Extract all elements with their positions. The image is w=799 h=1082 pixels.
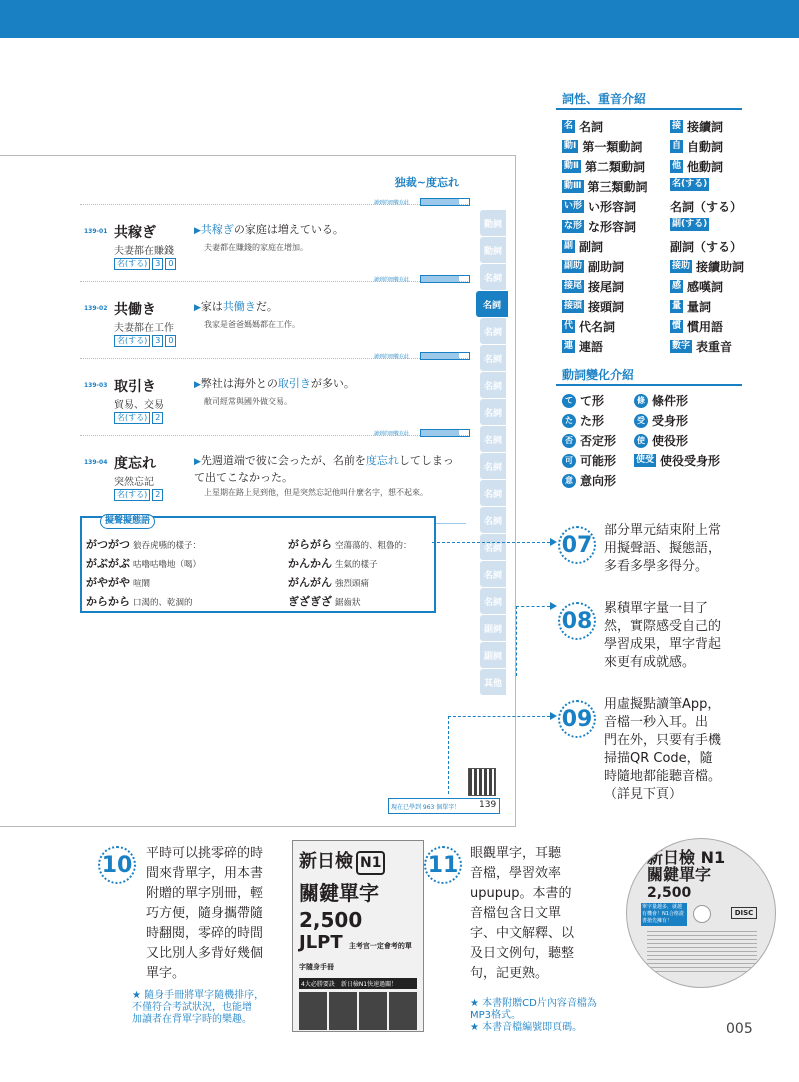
onomatopoeia-item (288, 574, 369, 590)
vocab-entry (0, 354, 470, 434)
callout-number: 11 (424, 846, 462, 884)
pos-legend-item (670, 158, 723, 175)
pos-label: な形容詞 (588, 220, 637, 234)
conj-tag-badge: 意 (562, 474, 576, 488)
callout-line: 平時可以挑零碎的時 (146, 846, 264, 861)
pos-label: 第二類動詞 (584, 160, 645, 174)
entry-number: 139-01 (84, 228, 108, 235)
pos-tag-badge: 量 (672, 301, 682, 311)
example-translation: 夫妻都在賺錢的家庭在增加。 (204, 243, 308, 252)
conj-legend-title: 動詞變化介紹 (562, 368, 635, 382)
example-sentence (194, 299, 464, 316)
pos-legend-item (562, 138, 642, 155)
onomatopoeia-word: がらがら (288, 538, 332, 551)
callout-line: 巧方便，隨身攜帶隨 (146, 906, 264, 921)
callout-line: 音檔，學習效率 (470, 866, 562, 881)
pos-tag-badge: 數字 (672, 341, 691, 351)
vocab-meaning: 突然忘記 (114, 477, 154, 488)
onomatopoeia-word: がんがん (288, 576, 332, 589)
book-tagline: 主考官一定會考的單字隨身手冊 (299, 942, 412, 971)
conj-label: 使役受身形 (660, 454, 721, 468)
onomatopoeia-item (86, 555, 201, 571)
example-sentence (194, 222, 464, 239)
vocab-entry (0, 431, 470, 511)
note-line: ★ 隨身手冊將單字隨機排序， (132, 990, 265, 1001)
conj-tag-badge: て (562, 394, 576, 408)
conj-legend-item (562, 452, 616, 469)
gutter-tab[interactable]: 名詞 (480, 345, 506, 371)
callout-number: 07 (558, 526, 596, 564)
callout-line: （詳見下頁） (604, 787, 683, 802)
pos-legend-item (670, 298, 711, 315)
pos-tag-badge: 連 (564, 341, 574, 351)
callout-line: 眼觀單字，耳聽 (470, 846, 562, 861)
pos-label: 接頭詞 (588, 300, 625, 314)
callout-line: 字、中文解釋、以 (470, 926, 575, 941)
pos-label: 連語 (579, 340, 604, 354)
conj-label: 條件形 (652, 394, 689, 408)
callout-text (470, 844, 574, 984)
pos-label: 量詞 (687, 300, 712, 314)
book-banner: 4大必勝要訣 新日檢N1快速過關！ (299, 978, 417, 989)
pos-legend-title: 詞性、重音介紹 (562, 92, 647, 106)
gutter-tab[interactable]: 名詞 (480, 507, 506, 533)
onomatopoeia-rule (436, 523, 466, 524)
gutter-tab[interactable]: 名詞 (480, 426, 506, 452)
progress-bar (420, 429, 470, 437)
note-line: ★ 本書音檔編號即頁碼。 (470, 1022, 583, 1033)
arrow-icon: ▶ (194, 380, 201, 390)
pos-tag-badge: 副(する) (672, 219, 708, 229)
pos-tags (114, 489, 163, 501)
pos-legend-item (562, 198, 636, 215)
onomatopoeia-meaning: 生氣的樣子 (335, 560, 378, 570)
onomatopoeia-meaning: 鋸齒狀 (335, 598, 361, 608)
pos-legend-item (562, 278, 624, 295)
cd-disc-logo: DISC (731, 907, 757, 919)
callout-line: 單字。 (146, 966, 186, 981)
pos-legend-item (562, 318, 615, 335)
vocab-meaning: 夫妻都在賺錢 (114, 246, 174, 257)
pos-legend-item (670, 258, 744, 275)
book-count: 2,500 (299, 908, 363, 932)
callout-line: 用虛擬點讀筆App， (604, 697, 721, 712)
pos-label: 接續詞 (687, 120, 724, 134)
callout-line: 音檔包含日文單 (470, 906, 562, 921)
pos-label: 第三類動詞 (587, 180, 648, 194)
pos-tag-badge: 感 (672, 281, 682, 291)
pos-legend-item (562, 298, 624, 315)
progress-indicator (374, 352, 470, 361)
onomatopoeia-meaning: 狼吞虎嚥的樣子： (133, 541, 202, 551)
example-text-pre: 弊社は海外との (200, 377, 278, 390)
progress-label: 讀到的冊數在此 (374, 277, 410, 283)
pocket-book-cover (292, 840, 424, 1032)
example-translation: 敝司經常與國外做交易。 (204, 397, 292, 406)
gutter-tab[interactable]: 名詞 (480, 318, 506, 344)
onomatopoeia-item (86, 593, 193, 609)
pos-legend-item (670, 198, 742, 215)
conj-legend-item (634, 432, 688, 449)
pos-legend-item (670, 178, 713, 191)
callout-line: 學習成果，單字背起 (604, 637, 722, 652)
gutter-tab[interactable]: 名詞 (480, 399, 506, 425)
progress-label: 讀到的冊數在此 (374, 431, 410, 437)
example-text-pre: 先週道端で彼に会ったが、名前を (200, 454, 366, 467)
gutter-tab[interactable]: 名詞 (480, 453, 506, 479)
pointer-08-head (550, 602, 557, 610)
onomatopoeia-meaning: 強烈頭痛 (335, 579, 370, 589)
gutter-tab[interactable]: 名詞 (480, 264, 506, 290)
pos-tag: 2 (152, 412, 163, 424)
cd-disc (626, 838, 776, 988)
callout-line: 句，記更熟。 (470, 966, 549, 981)
pos-legend-item (670, 118, 723, 135)
pos-tag-badge: 慣 (672, 321, 682, 331)
pos-label: 名詞 (579, 120, 604, 134)
callout-line: 附贈的單字別冊，輕 (146, 886, 264, 901)
conj-tag-badge: た (562, 414, 576, 428)
pos-tag: 3 (152, 335, 163, 347)
cd-hole (693, 905, 711, 923)
onomatopoeia-meaning: 口渴的、乾涸的 (133, 598, 193, 608)
pos-tag: 名(する) (114, 258, 150, 270)
pos-tag: 名(する) (114, 335, 150, 347)
example-sentence (194, 453, 464, 485)
entry-number: 139-03 (84, 382, 108, 389)
entry-number: 139-02 (84, 305, 108, 312)
callout-line: 間來背單字，用本書 (146, 866, 264, 881)
onomatopoeia-word: がやがや (86, 576, 130, 589)
progress-label: 讀到的冊數在此 (374, 200, 410, 206)
entry-number: 139-04 (84, 459, 108, 466)
progress-fill (421, 276, 459, 282)
example-text-post: の家庭は増えている。 (233, 223, 344, 236)
onomatopoeia-word: がつがつ (86, 538, 130, 551)
progress-bar (420, 352, 470, 360)
pos-label: 表重音 (696, 340, 733, 354)
onomatopoeia-meaning: 咕嚕咕嚕地（喝） (133, 560, 202, 570)
pos-legend-item (670, 318, 723, 335)
callout-text (604, 696, 721, 804)
callout-number: 08 (558, 602, 596, 640)
pos-legend-item (562, 158, 645, 175)
pos-label: 接尾詞 (588, 280, 625, 294)
onomatopoeia-meaning: 喧鬧 (133, 579, 151, 589)
pos-label: 慣用語 (687, 320, 724, 334)
pos-tag: 名(する) (114, 489, 150, 501)
gutter-tab[interactable]: 其他 (480, 669, 506, 695)
callout-line: 時隨地都能聽音檔。 (604, 769, 722, 784)
onomatopoeia-item (86, 574, 150, 590)
cd-band: 單字量越多，就越有機會！N1合格證書搶先擁有！ (641, 903, 687, 926)
pos-tag-badge: 動Ⅰ (564, 141, 577, 151)
progress-label: 讀到的冊數在此 (374, 354, 410, 360)
pos-tag-badge: い形 (564, 201, 583, 211)
conj-label: 受身形 (652, 414, 689, 428)
vocab-word: 度忘れ (114, 456, 156, 472)
progress-indicator (374, 429, 470, 438)
note-line: ★ 本書附贈CD片內容音檔為 (470, 998, 597, 1009)
conj-label: て形 (580, 394, 605, 408)
progress-indicator (374, 198, 470, 207)
qr-code-icon[interactable] (468, 768, 496, 796)
conj-tag-badge: 受 (634, 414, 648, 428)
gutter-tab[interactable]: 副詞 (480, 615, 506, 641)
example-highlight: 共稼ぎ (200, 223, 234, 236)
callout-line: 多看多學多得分。 (604, 559, 709, 574)
conj-tag-badge: 條 (634, 394, 648, 408)
conj-label: 意向形 (580, 474, 617, 488)
conj-label: 可能形 (580, 454, 617, 468)
arrow-icon: ▶ (194, 457, 201, 467)
callout-line: 及日文例句，聽整 (470, 946, 575, 961)
pos-tags (114, 412, 163, 424)
book-jlpt: JLPT (299, 932, 343, 953)
pos-tags (114, 258, 176, 270)
pos-tag: 2 (152, 489, 163, 501)
pos-legend-item (670, 338, 732, 355)
progress-footer (388, 798, 500, 814)
callout-line: 音檔一秒入耳。出 (604, 715, 709, 730)
gutter-tab[interactable]: 名詞 (480, 480, 506, 506)
pos-tag-badge: 代 (564, 321, 574, 331)
cd-subtitle: 關鍵單字 (647, 865, 712, 884)
pos-tag-badge: 他 (672, 161, 682, 171)
conj-tag-badge: 使受 (636, 455, 655, 465)
pos-label: 自動詞 (687, 140, 724, 154)
callout-number: 09 (558, 700, 596, 738)
example-text-post: だ。 (255, 300, 278, 313)
pos-label: 副詞 (579, 240, 604, 254)
progress-fill (421, 353, 459, 359)
onomatopoeia-word: かんかん (288, 557, 332, 570)
conj-tag-badge: 可 (562, 454, 576, 468)
pos-tag-badge: 副助 (564, 261, 583, 271)
pos-tag-badge: 名 (564, 121, 574, 131)
pos-tag-badge: 動Ⅲ (564, 181, 582, 191)
gutter-tab[interactable]: 名詞 (480, 561, 506, 587)
pointer-07-head (550, 538, 557, 546)
conj-legend-item (634, 412, 688, 429)
pointer-09 (448, 716, 550, 717)
pos-tag-badge: な形 (564, 221, 583, 231)
pos-legend-item (670, 218, 713, 231)
conj-legend-item (634, 452, 720, 469)
callout-line: 然，實際感受自己的 (604, 619, 722, 634)
conj-legend-rule (556, 384, 742, 386)
pos-tag: 名(する) (114, 412, 150, 424)
arrow-icon: ▶ (194, 303, 201, 313)
gutter-tab[interactable]: 名詞 (476, 291, 508, 317)
page-number: 005 (726, 1021, 753, 1037)
gutter-tab[interactable]: 名詞 (480, 588, 506, 614)
gutter-tab[interactable]: 動詞 (480, 237, 506, 263)
progress-indicator (374, 275, 470, 284)
callout-line: 又比別人多背好幾個 (146, 946, 264, 961)
pointer-09-head (550, 712, 557, 720)
gutter-tab[interactable]: 動詞 (480, 210, 506, 236)
conj-label: た形 (580, 414, 605, 428)
pos-legend-item (562, 258, 624, 275)
callout-text (146, 844, 263, 984)
callout-line: 掃描QR Code，隨 (604, 751, 713, 766)
pointer-08-v (516, 606, 517, 676)
pos-legend-item (670, 138, 723, 155)
pos-legend-item (562, 338, 603, 355)
pos-label: 副詞（する） (670, 240, 743, 254)
conj-legend-item (562, 412, 604, 429)
callout-line: 時翻閱，零碎的時間 (146, 926, 264, 941)
pos-label: 第一類動詞 (582, 140, 643, 154)
note-line: 加讀者在背單字時的樂趣。 (132, 1014, 252, 1025)
pos-tag-badge: 自 (672, 141, 682, 151)
example-text-post: が多い。 (310, 377, 355, 390)
callout-line: 來更有成就感。 (604, 655, 696, 670)
pos-tag-badge: 動Ⅱ (564, 161, 579, 171)
conj-legend-item (562, 392, 604, 409)
note-line: 不僅符合考試狀況，也能增 (132, 1002, 252, 1013)
example-highlight: 度忘れ (365, 454, 399, 467)
pos-label: 代名詞 (579, 320, 616, 334)
note-cd (470, 998, 597, 1034)
book-feature-grid (299, 992, 417, 1030)
progress-fill (421, 199, 459, 205)
conj-legend-item (562, 472, 616, 489)
pointer-08 (516, 606, 550, 607)
example-translation: 我家是爸爸媽媽都在工作。 (204, 320, 300, 329)
pos-tag-badge: 副 (564, 241, 574, 251)
progress-fill (421, 430, 459, 436)
pos-legend-item (562, 218, 636, 235)
example-translation: 上星期在路上見到他，但是突然忘記他叫什麼名字，想不起來。 (204, 488, 428, 497)
pos-label: 他動詞 (687, 160, 724, 174)
cd-level: N1 (700, 848, 726, 867)
pos-tag-badge: 接助 (672, 261, 691, 271)
range-title: 独裁~度忘れ (394, 176, 459, 189)
pos-legend-item (562, 118, 603, 135)
vocab-meaning: 夫妻都在工作 (114, 323, 174, 334)
pos-legend-item (562, 238, 603, 255)
pos-legend-item (670, 238, 742, 255)
callout-text (604, 522, 721, 576)
pointer-09-v (448, 716, 449, 794)
pos-label: い形容詞 (588, 200, 637, 214)
pos-legend-item (670, 278, 723, 295)
callout-line: 累積單字量一目了 (604, 601, 709, 616)
onomatopoeia-item (86, 536, 201, 552)
pos-tag-badge: 名(する) (672, 179, 708, 189)
callout-text (604, 600, 721, 672)
onomatopoeia-item (288, 555, 378, 571)
pos-tags (114, 335, 176, 347)
pos-label: 名詞（する） (670, 200, 743, 214)
vocab-word: 取引き (114, 379, 156, 395)
note-pocket-book (132, 990, 264, 1026)
pos-tag: 0 (165, 258, 176, 270)
gutter-tab[interactable]: 名詞 (480, 534, 506, 560)
callout-line: upupup。本書的 (470, 886, 572, 901)
example-text-pre: 家は (200, 300, 223, 313)
conj-tag-badge: 否 (562, 434, 576, 448)
pos-tag-badge: 接 (672, 121, 682, 131)
note-line: MP3格式。 (470, 1010, 522, 1021)
sample-page (0, 155, 516, 827)
onomatopoeia-word: からから (86, 595, 130, 608)
onomatopoeia-heading: 擬聲擬態語 (100, 514, 155, 529)
pos-label: 感嘆詞 (687, 280, 724, 294)
arrow-icon: ▶ (194, 226, 201, 236)
conj-legend-item (634, 392, 688, 409)
example-text-post: してしまって出てこなかった。 (194, 454, 454, 484)
book-title: 新日檢 (299, 851, 353, 872)
conj-label: 否定形 (580, 434, 617, 448)
pos-tag: 3 (152, 258, 163, 270)
conj-label: 使役形 (652, 434, 689, 448)
conj-legend-item (562, 432, 616, 449)
pos-tag-badge: 接尾 (564, 281, 583, 291)
onomatopoeia-meaning: 空蕩蕩的、粗魯的： (335, 541, 412, 551)
cd-count: 2,500 (647, 885, 692, 901)
book-subtitle: 關鍵單字 (299, 881, 379, 905)
pos-tag-badge: 接頭 (564, 301, 583, 311)
vocab-word: 共稼ぎ (114, 225, 156, 241)
pos-label: 接續助詞 (696, 260, 745, 274)
top-banner (0, 0, 799, 38)
callout-line: 用擬聲語、擬態語， (604, 541, 722, 556)
example-highlight: 取引き (277, 377, 311, 390)
progress-footer-note: 現在已學到 963 個單字！ (391, 804, 461, 811)
callout-line: 門在外，只要有手機 (604, 733, 722, 748)
book-level: N1 (356, 851, 385, 875)
progress-bar (420, 275, 470, 283)
pointer-07 (432, 542, 550, 543)
gutter-tab[interactable]: 名詞 (480, 372, 506, 398)
onomatopoeia-item (288, 536, 412, 552)
vocab-word: 共働き (114, 302, 156, 318)
callout-number: 10 (98, 846, 136, 884)
cd-text-lines (647, 931, 757, 975)
sample-page-number: 139 (479, 800, 497, 810)
callout-line: 部分單元結束附上常 (604, 523, 722, 538)
vocab-meaning: 貿易、交易 (114, 400, 164, 411)
pos-legend-item (562, 178, 648, 195)
vocab-entry (0, 277, 470, 357)
example-highlight: 共働き (222, 300, 256, 313)
vocab-entry (0, 200, 470, 280)
progress-bar (420, 198, 470, 206)
onomatopoeia-item (288, 593, 361, 609)
conj-tag-badge: 使 (634, 434, 648, 448)
cd-title: 新日檢 (647, 848, 696, 867)
onomatopoeia-word: ぎざぎざ (288, 595, 332, 608)
gutter-tab[interactable]: 副詞 (480, 642, 506, 668)
example-sentence (194, 376, 464, 393)
pos-legend-rule (556, 108, 742, 110)
pos-label: 副助詞 (588, 260, 625, 274)
pos-tag: 0 (165, 335, 176, 347)
onomatopoeia-word: がぶがぶ (86, 557, 130, 570)
